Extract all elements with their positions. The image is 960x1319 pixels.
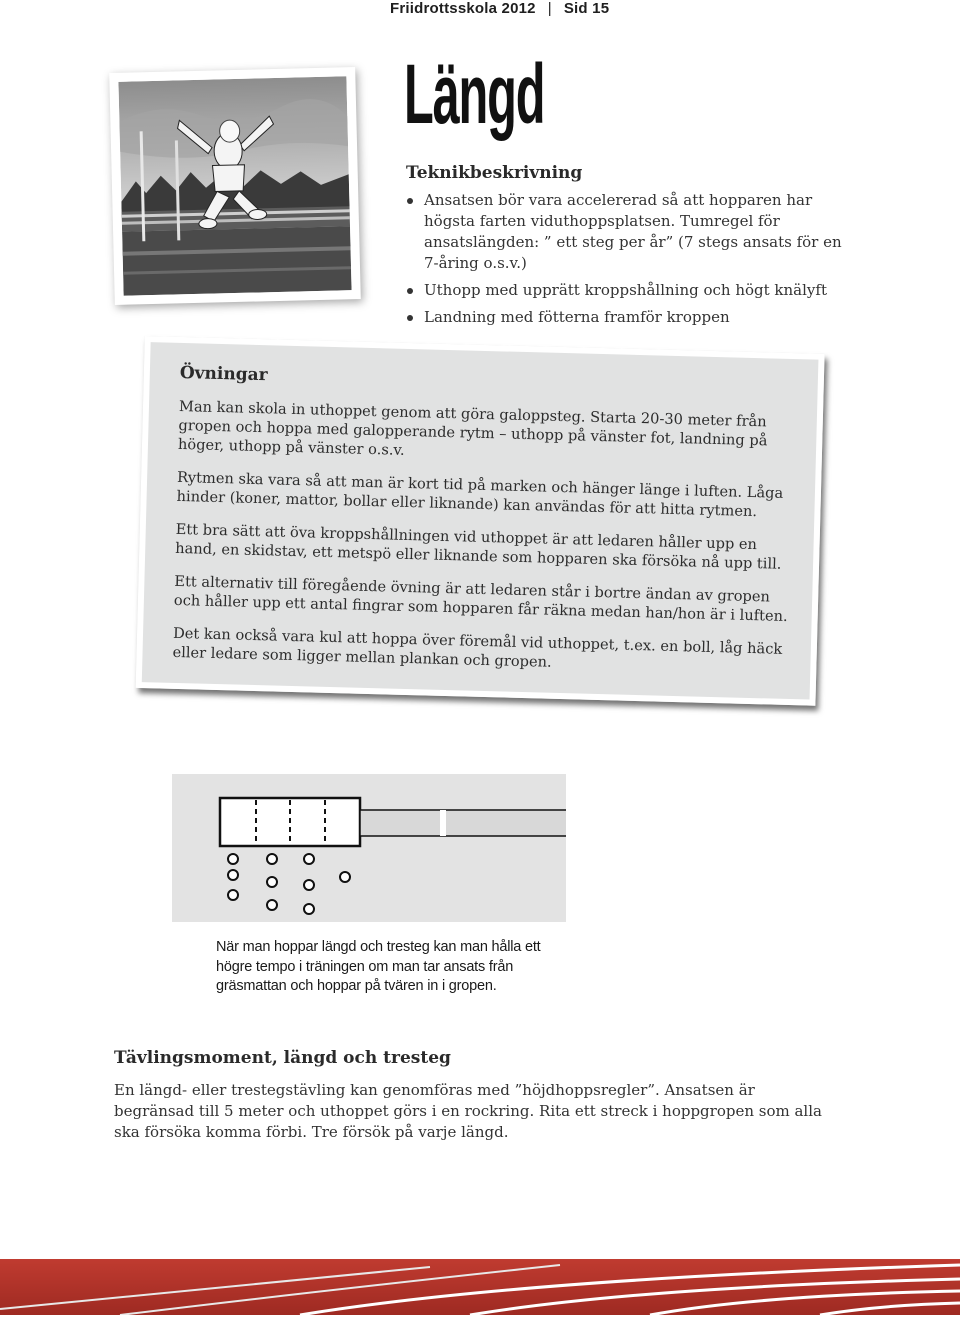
athlete-markers [228,854,350,914]
exercise-paragraph: Det kan också vara kul att hoppa över föremål vid uthoppet, t.ex. en boll, låg häck eller ledare som ligger mellan plankan och gropen. [172,624,783,671]
exercise-paragraph: Man kan skola in uthoppet genom att göra galoppsteg. Starta 20-30 meter från gropen och hoppa med galopperande rytm – uthopp på vänster fot, landning på höger, uthopp på vänster o.s.v. [177,397,768,459]
running-track-image [0,1259,960,1315]
athlete-marker [267,854,277,864]
athlete-marker [228,890,238,900]
page-title: Längd [404,47,545,141]
exercises-panel [135,336,834,714]
list-item: Uthopp med upprätt kroppshållning och högt knälyft [406,280,846,301]
diagram-caption: När man hoppar längd och tresteg kan man hålla ett högre tempo i träningen om man tar ansats från gräsmattan och hoppar på tvären in i gropen. [216,939,541,994]
competition-heading: Tävlingsmoment, längd och tresteg [114,1048,451,1068]
athlete-marker [228,854,238,864]
long-jump-photo-image [118,76,351,296]
exercise-paragraph: Ett bra sätt att öva kroppshållningen vid uthoppet är att ledaren håller upp en hand, en skidstav, ett metspö eller liknande som hopparen ska försöka nå upp till. [175,520,782,573]
athlete-marker [228,870,238,880]
technique-list [406,190,846,334]
page-header [390,0,609,17]
long-jump-photo [109,67,361,305]
take-off-board [440,810,446,836]
exercises-heading: Övningar [179,362,268,386]
runway [360,810,566,836]
technique-heading: Teknikbeskrivning [406,163,583,183]
header-separator: | [547,0,552,17]
athlete-marker [267,900,277,910]
list-item: Ansatsen bör vara accelererad så att hopparen har högsta farten viduthoppsplatsen. Tumregel för ansatslängden: ” ett steg per år” (7 stegs ansats för en 7-åring o.s.v.) [406,190,846,274]
athlete-marker [304,904,314,914]
page-number: Sid 15 [563,0,610,17]
athlete-marker [304,880,314,890]
list-item: Landning med fötterna framför kroppen [406,307,846,328]
athlete-marker [267,877,277,887]
exercise-paragraph: Rytmen ska vara så att man är kort tid på marken och hänger länge i luften. Låga hinder (koner, mattor, bollar eller liknande) kan användas för att hitta rytmen. [176,468,784,521]
jump-pit-diagram-drawing [172,774,566,922]
running-track-banner [0,1259,960,1315]
jump-pit-diagram [172,774,566,922]
publication-name: Friidrottsskola 2012 [390,0,536,17]
athlete-marker [340,872,350,882]
athlete-marker [304,854,314,864]
competition-text: En längd- eller trestegstävling kan genomföras med ”höjdhoppsregler”. Ansatsen är begränsad till 5 meter och uthoppet görs i en rockring. Rita ett streck i hoppgropen som alla ska försöka komma förbi. Tre försök på varje längd. [114,1081,822,1141]
exercises-card [136,336,825,706]
exercise-paragraph: Ett alternativ till föregående övning är att ledaren står i bortre ändan av gropen och håller upp ett antal fingrar som hopparen får räkna medan han/hon är i luften. [173,572,788,625]
